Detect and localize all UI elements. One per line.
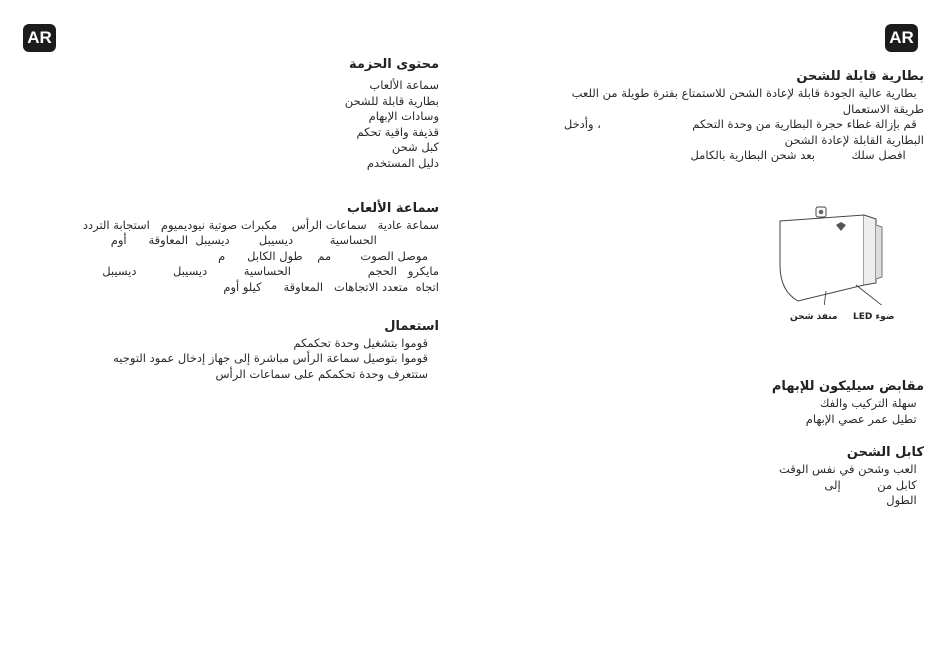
thumb-grips-title: مقابض سيليكون للإبهام (771, 379, 924, 394)
headset-spec-line: الحساسية ديسيبل ديسيبل المعاوقة أوم (110, 233, 439, 248)
battery-drawing (776, 205, 894, 305)
battery-line: بطارية عالية الجودة قابلة لإعادة الشحن للاستمتاع بفترة طويلة من اللعب (571, 86, 924, 100)
charging-cable-line: العب وشحن في نفس الوقت (778, 462, 924, 476)
right-column-battery (544, 68, 924, 164)
battery-illustration (776, 205, 894, 305)
battery-title: بطارية قابلة للشحن (796, 69, 924, 84)
thumb-grips-line: سهلة التركيب والفك (819, 396, 924, 410)
charging-cable-section (544, 444, 924, 509)
charging-cable-line: الطول (886, 493, 924, 508)
battery-line: افصل سلك بعد شحن البطارية بالكامل (690, 148, 924, 163)
language-badge-right: AR (885, 24, 918, 52)
led-label: ضوء LED (853, 312, 895, 322)
language-badge-left: AR (23, 24, 56, 52)
charging-port-label: منفذ شحن (790, 312, 838, 322)
thumb-grips-line: تطيل عمر عصي الإبهام (805, 411, 924, 426)
headset-spec-line: موصل الصوت مم طول الكابل م (218, 248, 439, 263)
package-item: دليل المستخدم (366, 155, 439, 170)
battery-line: قم بإزالة غطاء حجرة البطارية من وحدة التحكم ، وأدخل (563, 117, 924, 132)
package-item: وسادات الإبهام (368, 109, 439, 124)
package-item: بطارية قابلة للشحن (344, 93, 439, 108)
package-contents-title: محتوى الحزمة (348, 57, 439, 72)
thumb-grips-section (544, 378, 924, 427)
battery-line: البطارية القابلة لإعادة الشحن (784, 132, 924, 147)
package-item: قذيفة واقية تحكم (356, 124, 439, 139)
usage-step: قوموا بتشغيل وحدة تحكمكم (293, 335, 439, 350)
headset-title: سماعة الألعاب (347, 200, 439, 216)
usage-step: قوموا بتوصيل سماعة الرأس مباشرة إلى جهاز إدخال عمود التوجيه (113, 351, 439, 366)
battery-line: طريقة الاستعمال (842, 101, 924, 116)
package-item: كبل شحن (391, 140, 439, 155)
headset-spec-line: مايكرو الحجم الحساسية ديسيبل ديسيبل (102, 264, 439, 279)
charging-cable-title: كابل الشحن (846, 445, 924, 460)
package-item: سماعة الألعاب (369, 78, 439, 92)
headset-spec-line: سماعة عادية سماعات الرأس مكبرات صوتية نيوديميوم استجابة التردد (82, 217, 439, 232)
charging-cable-line: كابل من إلى (824, 477, 924, 492)
usage-step: ستتعرف وحدة تحكمكم على سماعات الرأس (215, 366, 439, 381)
usage-title: استعمال (384, 318, 439, 334)
headset-spec-line: اتجاه متعدد الاتجاهات المعاوقة كيلو أوم (223, 279, 439, 294)
left-column (39, 56, 439, 382)
